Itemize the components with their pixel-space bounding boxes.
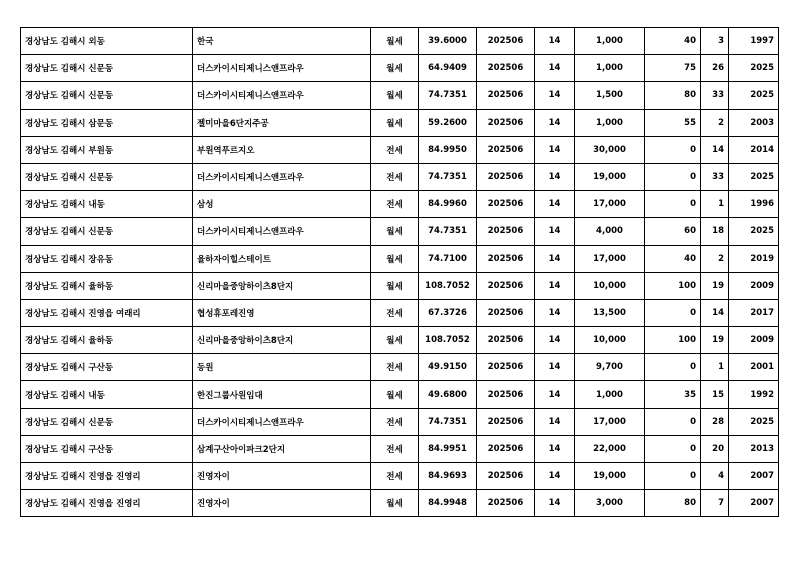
table-row [21, 299, 779, 326]
lease-type-cell: 월세 [371, 245, 419, 272]
contract-day-cell: 14 [535, 327, 575, 354]
floor-cell: 26 [701, 55, 729, 82]
complex-name-cell: 신리마을중앙하이츠8단지 [193, 327, 371, 354]
contract-day-cell: 14 [535, 463, 575, 490]
monthly-rent-cell: 100 [645, 272, 701, 299]
build-year-cell: 2025 [729, 408, 779, 435]
build-year-cell: 2025 [729, 82, 779, 109]
monthly-rent-cell: 0 [645, 463, 701, 490]
table-row [21, 136, 779, 163]
complex-name-cell: 한국 [193, 28, 371, 55]
monthly-rent-cell: 80 [645, 82, 701, 109]
area-cell: 74.7351 [419, 218, 477, 245]
contract-day-cell: 14 [535, 55, 575, 82]
contract-day-cell: 14 [535, 136, 575, 163]
contract-day-cell: 14 [535, 272, 575, 299]
table-row [21, 463, 779, 490]
lease-type-cell: 전세 [371, 463, 419, 490]
lease-type-cell: 전세 [371, 354, 419, 381]
contract-day-cell: 14 [535, 82, 575, 109]
contract-day-cell: 14 [535, 435, 575, 462]
lease-type-cell: 전세 [371, 435, 419, 462]
floor-cell: 14 [701, 299, 729, 326]
contract-day-cell: 14 [535, 245, 575, 272]
contract-month-cell: 202506 [477, 435, 535, 462]
lease-type-cell: 월세 [371, 381, 419, 408]
monthly-rent-cell: 0 [645, 191, 701, 218]
floor-cell: 1 [701, 354, 729, 381]
contract-month-cell: 202506 [477, 218, 535, 245]
build-year-cell: 1992 [729, 381, 779, 408]
area-cell: 108.7052 [419, 327, 477, 354]
table-row [21, 272, 779, 299]
floor-cell: 19 [701, 327, 729, 354]
monthly-rent-cell: 100 [645, 327, 701, 354]
complex-name-cell: 부원역푸르지오 [193, 136, 371, 163]
floor-cell: 19 [701, 272, 729, 299]
complex-name-cell: 더스카이시티제니스앤프라우 [193, 55, 371, 82]
floor-cell: 20 [701, 435, 729, 462]
monthly-rent-cell: 60 [645, 218, 701, 245]
table-row [21, 245, 779, 272]
contract-month-cell: 202506 [477, 299, 535, 326]
contract-day-cell: 14 [535, 28, 575, 55]
area-cell: 84.9948 [419, 490, 477, 517]
floor-cell: 4 [701, 463, 729, 490]
contract-month-cell: 202506 [477, 327, 535, 354]
complex-name-cell: 협성휴포레진영 [193, 299, 371, 326]
complex-name-cell: 율하자이힐스테이트 [193, 245, 371, 272]
lease-type-cell: 전세 [371, 408, 419, 435]
transaction-table [20, 27, 779, 517]
contract-month-cell: 202506 [477, 82, 535, 109]
table-row [21, 28, 779, 55]
build-year-cell: 2025 [729, 218, 779, 245]
complex-name-cell: 동원 [193, 354, 371, 381]
floor-cell: 2 [701, 109, 729, 136]
region-cell: 경상남도 김해시 내동 [21, 381, 193, 408]
floor-cell: 15 [701, 381, 729, 408]
build-year-cell: 2013 [729, 435, 779, 462]
contract-month-cell: 202506 [477, 55, 535, 82]
monthly-rent-cell: 0 [645, 435, 701, 462]
build-year-cell: 2009 [729, 327, 779, 354]
lease-type-cell: 월세 [371, 109, 419, 136]
complex-name-cell: 더스카이시티제니스앤프라우 [193, 163, 371, 190]
deposit-cell: 19,000 [575, 163, 645, 190]
deposit-cell: 17,000 [575, 245, 645, 272]
contract-month-cell: 202506 [477, 381, 535, 408]
contract-month-cell: 202506 [477, 490, 535, 517]
region-cell: 경상남도 김해시 외동 [21, 28, 193, 55]
region-cell: 경상남도 김해시 신문동 [21, 55, 193, 82]
area-cell: 74.7351 [419, 82, 477, 109]
complex-name-cell: 젤미마을6단지주공 [193, 109, 371, 136]
contract-month-cell: 202506 [477, 28, 535, 55]
lease-type-cell: 월세 [371, 490, 419, 517]
table-row [21, 408, 779, 435]
floor-cell: 2 [701, 245, 729, 272]
table-row [21, 163, 779, 190]
deposit-cell: 17,000 [575, 191, 645, 218]
area-cell: 67.3726 [419, 299, 477, 326]
build-year-cell: 2017 [729, 299, 779, 326]
area-cell: 74.7351 [419, 163, 477, 190]
region-cell: 경상남도 김해시 진영읍 진영리 [21, 490, 193, 517]
build-year-cell: 2025 [729, 55, 779, 82]
complex-name-cell: 더스카이시티제니스앤프라우 [193, 218, 371, 245]
lease-type-cell: 월세 [371, 272, 419, 299]
complex-name-cell: 삼계구산아이파크2단지 [193, 435, 371, 462]
region-cell: 경상남도 김해시 부원동 [21, 136, 193, 163]
complex-name-cell: 삼성 [193, 191, 371, 218]
lease-type-cell: 월세 [371, 82, 419, 109]
deposit-cell: 4,000 [575, 218, 645, 245]
area-cell: 74.7351 [419, 408, 477, 435]
lease-type-cell: 전세 [371, 299, 419, 326]
table-row [21, 327, 779, 354]
area-cell: 49.9150 [419, 354, 477, 381]
deposit-cell: 10,000 [575, 327, 645, 354]
area-cell: 59.2600 [419, 109, 477, 136]
floor-cell: 33 [701, 82, 729, 109]
table-row [21, 109, 779, 136]
area-cell: 84.9960 [419, 191, 477, 218]
build-year-cell: 1997 [729, 28, 779, 55]
contract-month-cell: 202506 [477, 163, 535, 190]
deposit-cell: 10,000 [575, 272, 645, 299]
build-year-cell: 2007 [729, 463, 779, 490]
floor-cell: 3 [701, 28, 729, 55]
contract-day-cell: 14 [535, 191, 575, 218]
monthly-rent-cell: 75 [645, 55, 701, 82]
area-cell: 64.9409 [419, 55, 477, 82]
contract-month-cell: 202506 [477, 354, 535, 381]
region-cell: 경상남도 김해시 내동 [21, 191, 193, 218]
monthly-rent-cell: 0 [645, 408, 701, 435]
deposit-cell: 3,000 [575, 490, 645, 517]
contract-month-cell: 202506 [477, 191, 535, 218]
region-cell: 경상남도 김해시 율하동 [21, 272, 193, 299]
contract-month-cell: 202506 [477, 272, 535, 299]
build-year-cell: 2009 [729, 272, 779, 299]
lease-type-cell: 월세 [371, 55, 419, 82]
floor-cell: 18 [701, 218, 729, 245]
build-year-cell: 2025 [729, 163, 779, 190]
region-cell: 경상남도 김해시 신문동 [21, 408, 193, 435]
monthly-rent-cell: 35 [645, 381, 701, 408]
area-cell: 74.7100 [419, 245, 477, 272]
lease-type-cell: 월세 [371, 218, 419, 245]
lease-type-cell: 월세 [371, 28, 419, 55]
floor-cell: 28 [701, 408, 729, 435]
build-year-cell: 1996 [729, 191, 779, 218]
floor-cell: 14 [701, 136, 729, 163]
deposit-cell: 30,000 [575, 136, 645, 163]
lease-type-cell: 전세 [371, 191, 419, 218]
contract-month-cell: 202506 [477, 136, 535, 163]
complex-name-cell: 진영자이 [193, 463, 371, 490]
complex-name-cell: 더스카이시티제니스앤프라우 [193, 408, 371, 435]
contract-day-cell: 14 [535, 163, 575, 190]
contract-day-cell: 14 [535, 381, 575, 408]
contract-month-cell: 202506 [477, 408, 535, 435]
monthly-rent-cell: 0 [645, 163, 701, 190]
area-cell: 84.9950 [419, 136, 477, 163]
monthly-rent-cell: 80 [645, 490, 701, 517]
deposit-cell: 19,000 [575, 463, 645, 490]
table-row [21, 490, 779, 517]
region-cell: 경상남도 김해시 장유동 [21, 245, 193, 272]
table-row [21, 218, 779, 245]
area-cell: 108.7052 [419, 272, 477, 299]
region-cell: 경상남도 김해시 삼문동 [21, 109, 193, 136]
contract-day-cell: 14 [535, 490, 575, 517]
table-row [21, 191, 779, 218]
contract-month-cell: 202506 [477, 109, 535, 136]
deposit-cell: 1,000 [575, 109, 645, 136]
area-cell: 39.6000 [419, 28, 477, 55]
deposit-cell: 17,000 [575, 408, 645, 435]
monthly-rent-cell: 55 [645, 109, 701, 136]
complex-name-cell: 한진그룹사원임대 [193, 381, 371, 408]
region-cell: 경상남도 김해시 율하동 [21, 327, 193, 354]
region-cell: 경상남도 김해시 진영읍 진영리 [21, 463, 193, 490]
monthly-rent-cell: 0 [645, 136, 701, 163]
table-row [21, 55, 779, 82]
deposit-cell: 13,500 [575, 299, 645, 326]
table-row [21, 354, 779, 381]
contract-day-cell: 14 [535, 299, 575, 326]
monthly-rent-cell: 0 [645, 299, 701, 326]
monthly-rent-cell: 40 [645, 28, 701, 55]
complex-name-cell: 진영자이 [193, 490, 371, 517]
contract-month-cell: 202506 [477, 245, 535, 272]
region-cell: 경상남도 김해시 구산동 [21, 435, 193, 462]
floor-cell: 33 [701, 163, 729, 190]
deposit-cell: 1,000 [575, 381, 645, 408]
table-row [21, 381, 779, 408]
area-cell: 84.9951 [419, 435, 477, 462]
deposit-cell: 22,000 [575, 435, 645, 462]
table-row [21, 82, 779, 109]
floor-cell: 1 [701, 191, 729, 218]
deposit-cell: 1,000 [575, 28, 645, 55]
contract-day-cell: 14 [535, 109, 575, 136]
deposit-cell: 1,500 [575, 82, 645, 109]
lease-type-cell: 전세 [371, 136, 419, 163]
monthly-rent-cell: 0 [645, 354, 701, 381]
region-cell: 경상남도 김해시 신문동 [21, 163, 193, 190]
complex-name-cell: 신리마을중앙하이츠8단지 [193, 272, 371, 299]
area-cell: 84.9693 [419, 463, 477, 490]
lease-type-cell: 월세 [371, 327, 419, 354]
deposit-cell: 9,700 [575, 354, 645, 381]
region-cell: 경상남도 김해시 구산동 [21, 354, 193, 381]
table-body [21, 28, 779, 517]
build-year-cell: 2019 [729, 245, 779, 272]
complex-name-cell: 더스카이시티제니스앤프라우 [193, 82, 371, 109]
area-cell: 49.6800 [419, 381, 477, 408]
contract-month-cell: 202506 [477, 463, 535, 490]
contract-day-cell: 14 [535, 354, 575, 381]
contract-day-cell: 14 [535, 218, 575, 245]
region-cell: 경상남도 김해시 신문동 [21, 218, 193, 245]
lease-type-cell: 전세 [371, 163, 419, 190]
floor-cell: 7 [701, 490, 729, 517]
build-year-cell: 2001 [729, 354, 779, 381]
region-cell: 경상남도 김해시 진영읍 여래리 [21, 299, 193, 326]
monthly-rent-cell: 40 [645, 245, 701, 272]
build-year-cell: 2014 [729, 136, 779, 163]
contract-day-cell: 14 [535, 408, 575, 435]
build-year-cell: 2003 [729, 109, 779, 136]
build-year-cell: 2007 [729, 490, 779, 517]
region-cell: 경상남도 김해시 신문동 [21, 82, 193, 109]
table-row [21, 435, 779, 462]
deposit-cell: 1,000 [575, 55, 645, 82]
